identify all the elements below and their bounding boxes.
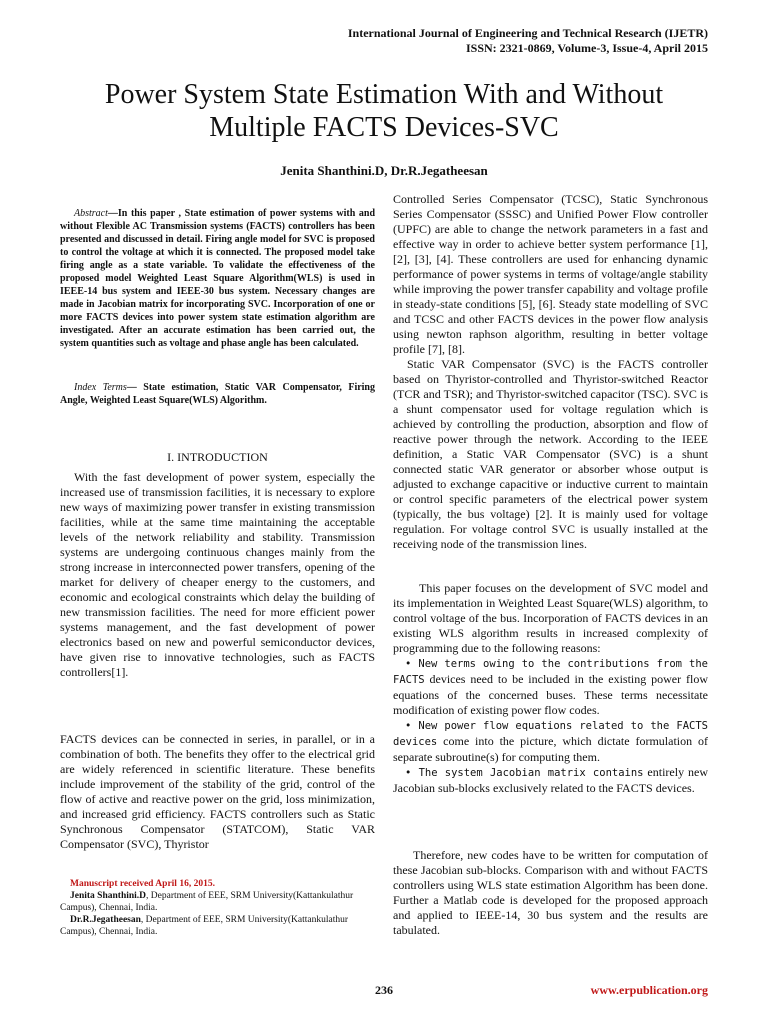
footnote-author-2 [60, 914, 375, 938]
journal-header [348, 26, 708, 56]
bullet-2-rest: come into the picture, which dictate formulation of separate subroutine(s) for computing them. [393, 734, 708, 764]
bullet-3 [393, 765, 708, 796]
journal-issn: ISSN: 2321-0869, Volume-3, Issue-4, April 2015 [465, 41, 708, 55]
bullet-1 [393, 656, 708, 718]
section-heading-introduction: I. INTRODUCTION [167, 450, 268, 464]
footnote [60, 878, 375, 938]
footnote-author-2-name: Dr.R.Jegatheesan [70, 915, 141, 925]
bullet-2 [393, 718, 708, 765]
index-terms-text: — State estimation, Static VAR Compensator, Firing Angle, Weighted Least Square(WLS) Algorithm. [60, 382, 375, 406]
abstract-text: —In this paper , State estimation of power systems with and without Flexible AC Transmission systems (FACTS) controllers has been presented and discussed in detail. Firing angle model for SVC is proposed to control the voltage at which it is connected. The proposed model take firing angle as a state variable. To validate the effectiveness of the proposed model Weighted Least Square Algorithm(WLS) is used in IEEE-14 bus system and IEEE-30 bus system. Necessary changes are made in Jacobian matrix for incorporating SVC. Incorporation of one or more FACTS devices into power system state estimation algorithm are investigated. After an accurate estimation has been carried out, the system quantities such as voltage and phase angle has been calculated. [60, 208, 375, 349]
bullet-3-rest: entirely new Jacobian sub-blocks exclusively related to the FACTS devices. [393, 765, 708, 795]
index-terms-block [60, 381, 375, 407]
right-paragraph-2: Static VAR Compensator (SVC) is the FACTS controller based on Thyristor-controlled and Thyristor-switched Reactor (TCR and TSR); and Thyristor-switched capacitor (TSC). SVC is a shunt compensator used for voltage regulation which is achieved by controlling the production, absorption and flow of reactive power through the network. According to the IEEE definition, a Static VAR Compensator (SVC) is a shunt connected static VAR generator or absorber whose output is adjusted to exchange capacitive or inductive current to maintain or control specific parameters of the electrical power system (typically, the bus voltage) [2]. It is mainly used for voltage regulation. For voltage control SVC is usually installed at the receiving node of the transmission lines. [393, 357, 708, 551]
footer-url-link[interactable]: www.erpublication.org [590, 983, 708, 997]
paper-title-line-1: Power System State Estimation With and Without [104, 79, 664, 110]
index-terms [60, 381, 375, 407]
footnote-author-2-text: , Department of EEE, SRM University(Kattankulathur Campus), Chennai, India. [60, 915, 349, 937]
bullet-3-lead: • The system Jacobian matrix contains [405, 767, 644, 779]
footnote-author-1-name: Jenita Shanthini.D [70, 891, 147, 901]
journal-name: International Journal of Engineering and Technical Research (IJETR) [347, 26, 708, 40]
footnote-author-1 [60, 890, 375, 914]
section-heading-block [60, 450, 375, 465]
paper-title-line-2: Multiple FACTS Devices-SVC [209, 112, 559, 143]
intro-paragraph-2: FACTS devices can be connected in series, in parallel, or in a combination of both. The benefits they offer to the electrical grid are widely referenced in scientific literature. These benefits include improvement of the stability of the grid, control of the flow of active and reactive power on the grid, loss minimization, and increased grid efficiency. FACTS controllers such as Static Synchronous Compensator (STATCOM), Static VAR Compensator (SVC), Thyristor [60, 732, 375, 851]
right-paragraph-3: This paper focuses on the development of SVC model and its implementation in Weighted Least Square(WLS) algorithm, to control voltage of the bus. Incorporation of FACTS devices in an existing WLS algorithm results in increased complexity of programming due to the following reasons: [393, 581, 708, 655]
bullet-1-rest: devices need to be included in the existing power flow equations of the concerned buses. These terms necessitate modification of existing power flow codes. [393, 672, 708, 717]
intro-paragraph-1: With the fast development of power system, especially the increased use of transmission facilities, it is necessary to explore new ways of maximizing power transfer in existing transmission facilities, while at the same time maintaining the acceptable levels of the network reliability and stability. Transmission systems are undergoing continuous changes mainly from the strong increase in interconnected power transfers, opening of the market for delivery of cheaper energy to the customers, and economic and ecological constraints which delay the building of new transmission facilities. The need for more efficient power systems management, and the fast development of power electronics based on new and powerful semiconductor devices, have given rise to innovative technologies, such as FACTS controllers[1]. [60, 470, 375, 679]
page-number: 236 [375, 983, 393, 997]
left-column [60, 207, 375, 350]
right-paragraph-4: Therefore, new codes have to be written for computation of these Jacobian sub-blocks. Comparison with and without FACTS controllers using WLS state estimation Algorithm has been done. Further a Matlab code is developed for the proposed approach and applied to IEEE-14, 30 bus system and the results are tabulated. [393, 848, 708, 937]
footnote-received-text: Manuscript received April 16, 2015. [70, 879, 215, 889]
right-paragraph-1: Controlled Series Compensator (TCSC), Static Synchronous Series Compensator (SSSC) and Unified Power Flow controller (UPFC) are able to change the network parameters in a fast and effective way in order to achieve better system performance [1], [2], [3], [4]. These controllers are used for enhancing dynamic performance of power systems in terms of voltage/angle stability while improving the power transfer capability and voltage profile in steady-state conditions [5], [6]. Steady state modelling of SVC and TCSC and other FACTS devices in the power flow analysis using newton raphson algorithm, resulting in better voltage profile [7], [8]. [393, 192, 708, 356]
right-column-middle [393, 581, 708, 796]
right-column-top [393, 192, 708, 552]
bullet-1-lead: • New terms owing to the contributions from the FACTS [393, 658, 708, 686]
bullet-2-lead: • New power flow equations related to the FACTS devices [393, 720, 708, 748]
index-terms-label: Index Terms [74, 382, 127, 393]
facts-paragraph-block [60, 732, 375, 852]
right-column-bottom [393, 848, 708, 938]
footnote-author-1-text: , Department of EEE, SRM University(Kattankulathur Campus), Chennai, India. [60, 891, 354, 913]
footnote-received [60, 878, 375, 890]
abstract-label: Abstract [74, 208, 108, 219]
abstract [60, 207, 375, 350]
paper-authors: Jenita Shanthini.D, Dr.R.Jegatheesan [280, 163, 488, 178]
intro-paragraph-block [60, 470, 375, 680]
paper-title [60, 78, 708, 144]
